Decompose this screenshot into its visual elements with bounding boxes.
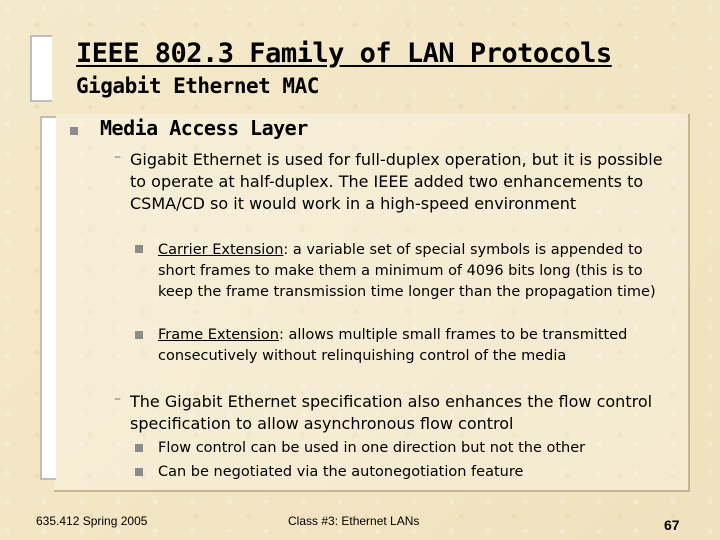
footer-course: 635.412 Spring 2005 (36, 514, 148, 528)
square-bullet-icon (70, 127, 78, 135)
square-bullet-icon (135, 444, 143, 452)
dash-bullet-icon: – (114, 391, 121, 407)
square-bullet-icon (135, 331, 143, 339)
dash-item-1: Gigabit Ethernet is used for full-duplex operation, but it is possible to operate at half-duplex. The IEEE added two enhancements to CSMA/CD so it would work in a high-speed environment (130, 150, 663, 213)
body-bracket-decoration (40, 116, 56, 480)
sub-item-autonegotiation: Can be negotiated via the autonegotiation feature (158, 464, 524, 480)
title-bracket-decoration (30, 35, 52, 102)
sub-item-frame-extension (158, 325, 678, 367)
footer-class: Class #3: Ethernet LANs (288, 514, 420, 528)
carrier-extension-term: Carrier Extension (158, 242, 284, 258)
slide-title: IEEE 802.3 Family of LAN Protocols (76, 38, 612, 69)
slide-subtitle: Gigabit Ethernet MAC (76, 74, 319, 98)
frame-extension-term: Frame Extension (158, 327, 279, 343)
sub-item-flow-control: Flow control can be used in one direction but not the other (158, 440, 586, 456)
carrier-extension-desc: : a variable set of special symbols is appended to short frames to make them a minimum of 4096 bits long (this is to keep the frame transmission time longer than the propagation time) (158, 242, 656, 300)
frame-extension-desc: : allows multiple small frames to be transmitted consecutively without relinquishing control of the media (158, 327, 628, 364)
page-number: 67 (664, 517, 680, 533)
dash-bullet-icon: – (114, 149, 121, 165)
sub-item-carrier-extension (158, 240, 678, 303)
dash-item-2: The Gigabit Ethernet specification also enhances the flow control specification to allow asynchronous flow control (130, 392, 653, 433)
level1-heading: Media Access Layer (100, 116, 308, 140)
square-bullet-icon (135, 245, 143, 253)
square-bullet-icon (135, 468, 143, 476)
